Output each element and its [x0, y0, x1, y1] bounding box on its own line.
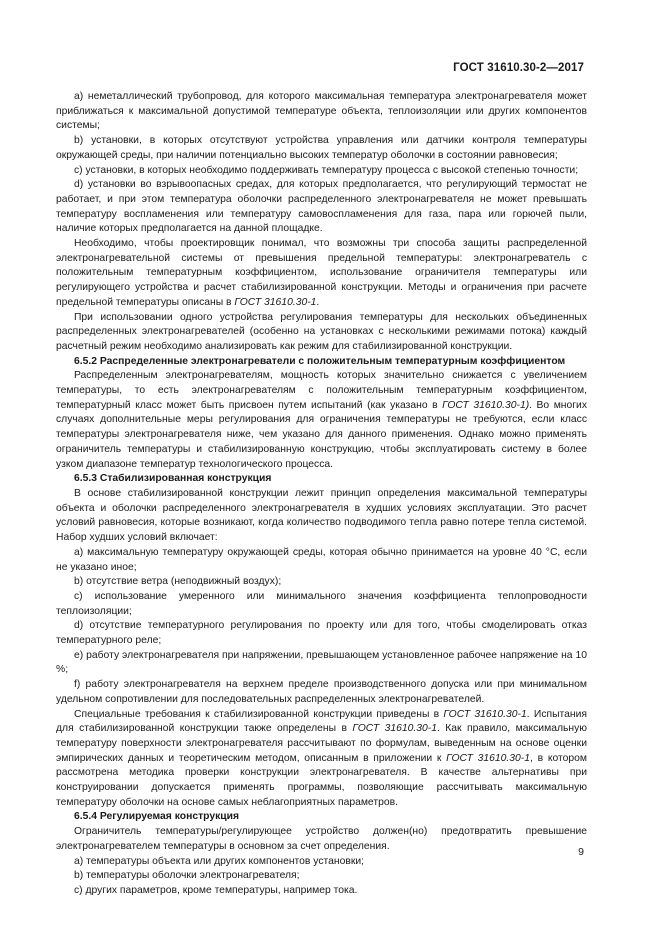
paragraph-text: Необходимо, чтобы проектировщик понимал, что возможны три способа защиты распределенной электронагревательной системы от превышения предельной температуры: электронагреватель с положительным температурным коэффициентом, использование ограничителя температуры или регулирующего устройства и расчет стабилизированной конструкции. Методы и ограничения при расчете предельной температуры описаны в	[56, 238, 587, 308]
paragraph	[56, 237, 587, 311]
paragraph: При использовании одного устройства регулирования температуры для нескольких объединенных распределенных электронагревателей (особенно на установках с несколькими режимами потока) каждый расчетный режим необходимо анализировать как режим для стабилизированной конструкции.	[56, 311, 587, 352]
paragraph: Ограничитель температуры/регулирующее устройство должен(но) предотвратить превышение электронагревателем температуры в основном за счет определения.	[56, 826, 587, 852]
paragraph-text: Распределенным электронагревателям, мощность которых значительно снижается с увеличением температуры, то есть электронагревателям с положительным температурным коэффициентом, температурный класс может быть присвоен путем испытаний (как указано в	[56, 370, 587, 411]
paragraph: В основе стабилизированной конструкции лежит принцип определения максимальной температуры объекта и оболочки распределенного электронагревателя в худших условиях эксплуатации. Это расчет условий равновесия, которые возникают, когда количество подводимого тепла равно потере тепла системой. Набор худших условий включает:	[56, 487, 587, 544]
paragraph-text: Специальные требования к стабилизированной конструкции приведены в	[74, 708, 444, 720]
section-heading: 6.5.2 Распределенные электронагреватели с положительным температурным коэффициентом	[74, 355, 566, 367]
paragraph: f) работу электронагревателя на верхнем пределе производственного допуска или при минимальном удельном сопротивлении для последовательных распределенных электронагревателей.	[56, 679, 587, 705]
paragraph: b) установки, в которых отсутствуют устройства управления или датчики контроля температуры окружающей среды, при наличии потенциально высоких температур оболочки в состоянии равновесия;	[56, 135, 587, 161]
paragraph-text: .	[316, 296, 320, 308]
standard-reference: ГОСТ 31610.30-1	[446, 752, 530, 764]
paragraph-text: . Испытания для стабилизированной конструкции также определены в	[56, 708, 587, 735]
paragraph-text: , в котором рассмотрена методика проверки конструкции электронагревателя. В качестве альтернативы при конструировании допускается применять программы, позволяющие рассчитывать максимальную температуру оболочки на основе самых неблагоприятных параметров.	[56, 752, 587, 808]
page-number: 9	[578, 846, 584, 858]
document-header: ГОСТ 31610.30-2—2017	[453, 62, 584, 74]
paragraph	[56, 708, 587, 811]
paragraph: d) отсутствие температурного регулирования по проекту или для того, чтобы смоделировать отказ температурного реле;	[56, 620, 587, 647]
standard-reference: ГОСТ 31610.30-1)	[442, 399, 530, 411]
paragraph: b) температуры оболочки электронагревателя;	[74, 870, 300, 882]
paragraph: с) других параметров, кроме температуры, например тока.	[74, 884, 358, 896]
paragraph: а) максимальную температуру окружающей среды, которая обычно принимается на уровне 40 °С, если не указано иное;	[56, 546, 587, 573]
paragraph	[56, 369, 587, 472]
paragraph: а) температуры объекта или других компонентов установки;	[74, 855, 365, 867]
standard-reference: ГОСТ 31610.30-1	[234, 296, 317, 308]
paragraph-text: . Во многих случаях дополнительные меры регулирования для ограничения температуры не требуются, если класс температуры электронагревателя ниже, чем указано для данного применения. Однако можно применять ограничитель температуры и стабилизированную конструкцию, чтобы эксплуатировать систему в более узком диапазоне температур технологического процесса.	[56, 399, 587, 470]
section-heading: 6.5.3 Стабилизированная конструкция	[74, 473, 272, 485]
paragraph: а) неметаллический трубопровод, для которого максимальная температура электронагревателя может приближаться к максимальной допустимой температуре объекта, теплоизоляции или других компонентов системы;	[56, 91, 587, 132]
paragraph-text: . Как правило, максимальную температуру поверхности электронагревателя рассчитывают по формулам, выведенным на основе оценки эмпирических данных и теоретическим методом, описанным в приложении к	[56, 723, 588, 764]
standard-reference: ГОСТ 31610.30-1	[443, 708, 527, 720]
document-body	[56, 90, 587, 899]
section-heading: 6.5.4 Регулируемая конструкция	[74, 811, 240, 823]
paragraph: е) работу электронагревателя при напряжении, превышающем установленное рабочее напряжение на 10 %;	[56, 649, 587, 676]
standard-reference: ГОСТ 31610.30-1	[352, 723, 437, 735]
paragraph: b) отсутствие ветра (неподвижный воздух);	[74, 576, 282, 588]
paragraph: с) установки, в которых необходимо поддерживать температуру процесса с высокой степенью точности;	[74, 164, 579, 176]
paragraph: d) установки во взрывоопасных средах, для которых предполагается, что регулирующий термостат не работает, и при этом температура оболочки распределенного электронагревателя не может превышать температуру воспламенения или температуру самовоспламенения для газа, пара или горючей пыли, наличие которых предполагается на данной площадке.	[56, 179, 587, 235]
paragraph: с) использование умеренного или минимального значения коэффициента теплопроводности теплоизоляции;	[56, 590, 587, 617]
